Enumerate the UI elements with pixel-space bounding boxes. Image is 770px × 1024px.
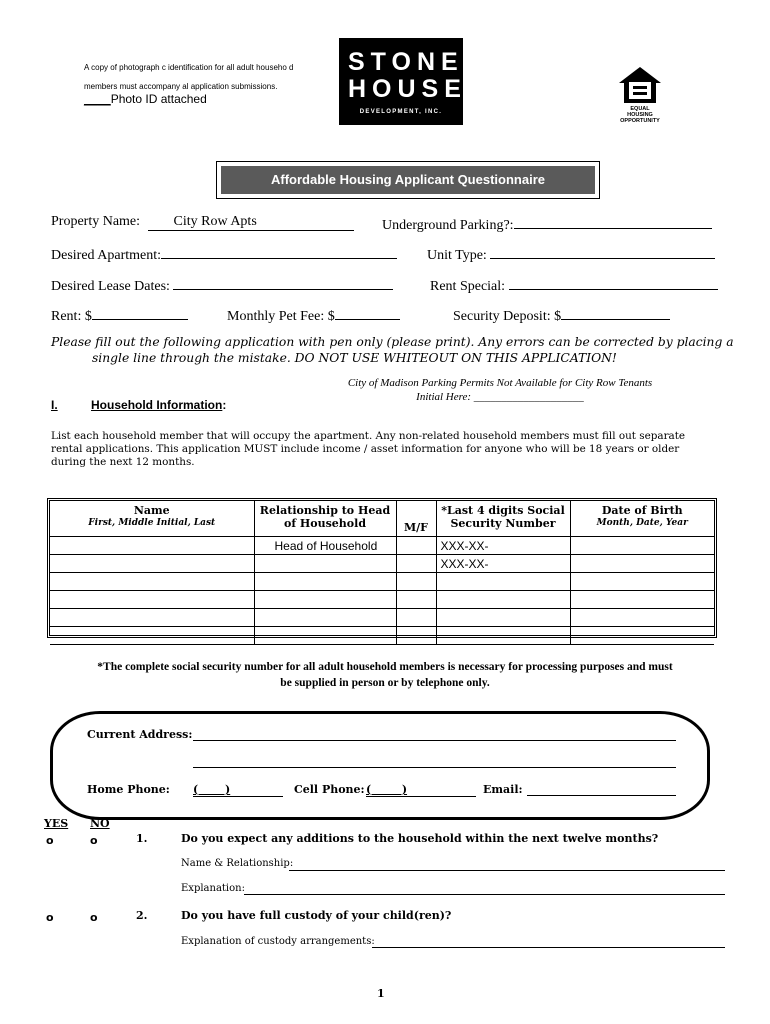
current-address-field <box>87 728 192 741</box>
instructions-line-1: Please fill out the following application with pen only (please print). Any errors can be corrected by placing a <box>51 335 734 349</box>
q1-text: Do you expect any additions to the household within the next twelve months? <box>181 832 659 845</box>
parking-note <box>300 376 700 404</box>
section-1-heading <box>51 398 226 412</box>
underground-parking-label: Underground Parking?: <box>382 218 514 233</box>
home-phone-area-code: ( ) <box>193 783 231 796</box>
form-title: Affordable Housing Applicant Questionnaire <box>221 166 595 194</box>
monthly-pet-fee-input[interactable] <box>335 305 400 320</box>
table-row <box>50 537 714 555</box>
monthly-pet-fee-field <box>227 305 400 325</box>
current-address-input-1[interactable] <box>193 740 676 741</box>
current-address-label: Current Address: <box>87 728 193 741</box>
underground-parking-field <box>382 214 712 234</box>
instructions <box>51 334 734 366</box>
ssn-note-line-1: *The complete social security number for all adult household members is necessary for processing purposes and must <box>97 661 673 673</box>
q1-name-relationship-label: Name & Relationship: <box>181 858 294 869</box>
cell-phone-label: Cell Phone: <box>294 783 365 796</box>
current-address-input-2[interactable] <box>193 767 676 768</box>
household-table-frame <box>47 498 717 638</box>
cell-phone-input[interactable] <box>366 783 476 797</box>
cell-relationship[interactable] <box>254 555 396 573</box>
desired-apartment-field <box>51 244 397 264</box>
q1-no-radio[interactable]: o <box>90 834 98 847</box>
header-ssn-line-1: *Last 4 digits Social <box>441 504 565 517</box>
q2-no-radio[interactable]: o <box>90 911 98 924</box>
security-deposit-field <box>453 305 670 325</box>
header-name-sub: First, Middle Initial, Last <box>88 518 216 528</box>
cell-ssn[interactable]: XXX-XX- <box>436 537 570 555</box>
header-relationship-line-1: Relationship to Head <box>259 504 391 517</box>
email-input[interactable] <box>527 795 676 796</box>
header-dob-sub: Month, Date, Year <box>596 518 688 528</box>
yes-column-header: YES <box>44 817 69 830</box>
cell-name[interactable] <box>50 555 254 573</box>
q1-yes-radio[interactable]: o <box>46 834 54 847</box>
q2-explanation-field <box>181 936 375 947</box>
notice-line-1: A copy of photograph c identification for all adult househo d <box>84 63 294 72</box>
cell-dob[interactable] <box>570 555 714 573</box>
header-relationship <box>254 501 396 537</box>
cell-name[interactable] <box>50 609 254 627</box>
cell-relationship[interactable] <box>254 609 396 627</box>
q1-number: 1. <box>136 832 148 845</box>
header-mf <box>396 501 436 537</box>
section-1-number: I. <box>51 398 58 412</box>
section-1-description <box>51 430 685 469</box>
cell-mf[interactable] <box>396 555 436 573</box>
unit-type-label: Unit Type: <box>427 248 487 263</box>
q1-explanation-input[interactable] <box>244 894 725 895</box>
property-name-input[interactable] <box>148 214 354 231</box>
household-table-header <box>50 501 714 537</box>
cell-ssn[interactable] <box>436 591 570 609</box>
photo-id-notice <box>84 58 293 96</box>
cell-mf[interactable] <box>396 591 436 609</box>
logo-word-house: HOUSE <box>348 75 467 103</box>
logo-subtitle: DEVELOPMENT, INC. <box>359 109 443 115</box>
property-name-value: City Row Apts <box>173 214 257 229</box>
no-column-header: NO <box>90 817 110 830</box>
cell-ssn[interactable] <box>436 627 570 645</box>
form-title-box <box>216 161 600 199</box>
logo-word-stone: STONE <box>348 48 464 76</box>
cell-ssn[interactable]: XXX-XX- <box>436 555 570 573</box>
desired-lease-dates-field <box>51 275 393 295</box>
table-row <box>50 609 714 627</box>
cell-dob[interactable] <box>570 537 714 555</box>
header-dob <box>570 501 714 537</box>
equal-housing-logo <box>612 66 668 122</box>
header-mf-label: M/F <box>403 521 428 534</box>
q2-number: 2. <box>136 909 148 922</box>
home-phone-label: Home Phone: <box>87 783 170 796</box>
security-deposit-label: Security Deposit: $ <box>453 309 562 324</box>
desired-apartment-label: Desired Apartment: <box>51 248 162 263</box>
rent-special-label: Rent Special: <box>430 279 506 294</box>
table-row <box>50 573 714 591</box>
cell-mf[interactable] <box>396 627 436 645</box>
rent-input[interactable] <box>92 305 188 320</box>
q1-name-relationship-field <box>181 858 293 869</box>
cell-relationship[interactable]: Head of Household <box>254 537 396 555</box>
desired-lease-dates-input[interactable] <box>173 275 393 290</box>
q1-explanation-label: Explanation: <box>181 883 245 894</box>
section-1-desc-line-1: List each household member that will occupy the apartment. Any non-related household members must fill out separate <box>51 430 686 442</box>
header-ssn-line-2: Security Number <box>450 517 556 530</box>
unit-type-field <box>427 244 715 264</box>
section-1-desc-line-2: rental applications. This application MUST include income / asset information for anyone who will be 18 years or older <box>51 443 680 455</box>
header-name-label: Name <box>133 504 170 517</box>
home-phone-input[interactable] <box>193 783 283 797</box>
q1-explanation-field <box>181 883 245 894</box>
rent-special-input[interactable] <box>509 275 718 290</box>
equal-housing-icon <box>618 66 662 104</box>
photo-id-checkbox-line[interactable] <box>84 92 207 106</box>
section-1-desc-line-3: during the next 12 months. <box>51 456 195 468</box>
cell-mf[interactable] <box>396 537 436 555</box>
page-number: 1 <box>377 987 385 1000</box>
stone-house-logo <box>340 39 467 124</box>
header-relationship-line-2: of Household <box>283 517 367 530</box>
equal-housing-text: EQUAL HOUSING OPPORTUNITY <box>620 106 660 124</box>
rent-field <box>51 305 188 325</box>
cell-name[interactable] <box>50 573 254 591</box>
property-name-label: Property Name: <box>51 214 141 229</box>
email-label: Email: <box>483 783 523 796</box>
header-dob-label: Date of Birth <box>601 504 683 517</box>
q2-text: Do you have full custody of your child(ren)? <box>181 909 452 922</box>
desired-apartment-input[interactable] <box>161 244 397 259</box>
ssn-note <box>40 659 730 691</box>
underground-parking-input[interactable] <box>514 214 712 229</box>
property-name-field <box>51 214 354 231</box>
cell-dob[interactable] <box>570 627 714 645</box>
cell-dob[interactable] <box>570 591 714 609</box>
rent-special-field <box>430 275 718 295</box>
cell-dob[interactable] <box>570 609 714 627</box>
table-row <box>50 555 714 573</box>
cell-relationship[interactable] <box>254 591 396 609</box>
notice-line-2: members must accompany al application submissions. <box>84 82 278 91</box>
rent-label: Rent: $ <box>51 309 92 324</box>
monthly-pet-fee-label: Monthly Pet Fee: $ <box>227 309 335 324</box>
cell-name[interactable] <box>50 591 254 609</box>
section-1-colon: : <box>222 398 227 412</box>
cell-mf[interactable] <box>396 609 436 627</box>
cell-relationship[interactable] <box>254 573 396 591</box>
q1-name-relationship-input[interactable] <box>289 870 725 871</box>
cell-name[interactable] <box>50 627 254 645</box>
ssn-note-line-2: be supplied in person or by telephone only. <box>280 677 490 689</box>
unit-type-input[interactable] <box>490 244 715 259</box>
header-name <box>50 501 254 537</box>
photo-id-blank[interactable]: ____ <box>84 92 111 106</box>
q2-explanation-label: Explanation of custody arrangements: <box>181 936 375 947</box>
cell-name[interactable] <box>50 537 254 555</box>
cell-mf[interactable] <box>396 573 436 591</box>
parking-note-line-1: City of Madison Parking Permits Not Available for City Row Tenants <box>347 377 653 389</box>
desired-lease-dates-label: Desired Lease Dates: <box>51 279 170 294</box>
cell-ssn[interactable] <box>436 573 570 591</box>
header-ssn <box>436 501 570 537</box>
cell-relationship[interactable] <box>254 627 396 645</box>
parking-initial-field[interactable]: Initial Here: ____________________ <box>416 391 584 403</box>
instructions-line-2: single line through the mistake. DO NOT USE WHITEOUT ON THIS APPLICATION! <box>92 351 617 365</box>
q2-explanation-input[interactable] <box>372 947 725 948</box>
cell-dob[interactable] <box>570 573 714 591</box>
section-1-title: Household Information <box>91 398 223 412</box>
q2-yes-radio[interactable]: o <box>46 911 54 924</box>
photo-id-label: Photo ID attached <box>110 92 207 106</box>
cell-phone-area-code: ( ) <box>366 783 408 796</box>
household-table <box>50 501 714 645</box>
cell-ssn[interactable] <box>436 609 570 627</box>
security-deposit-input[interactable] <box>561 305 670 320</box>
table-row <box>50 627 714 645</box>
table-row <box>50 591 714 609</box>
